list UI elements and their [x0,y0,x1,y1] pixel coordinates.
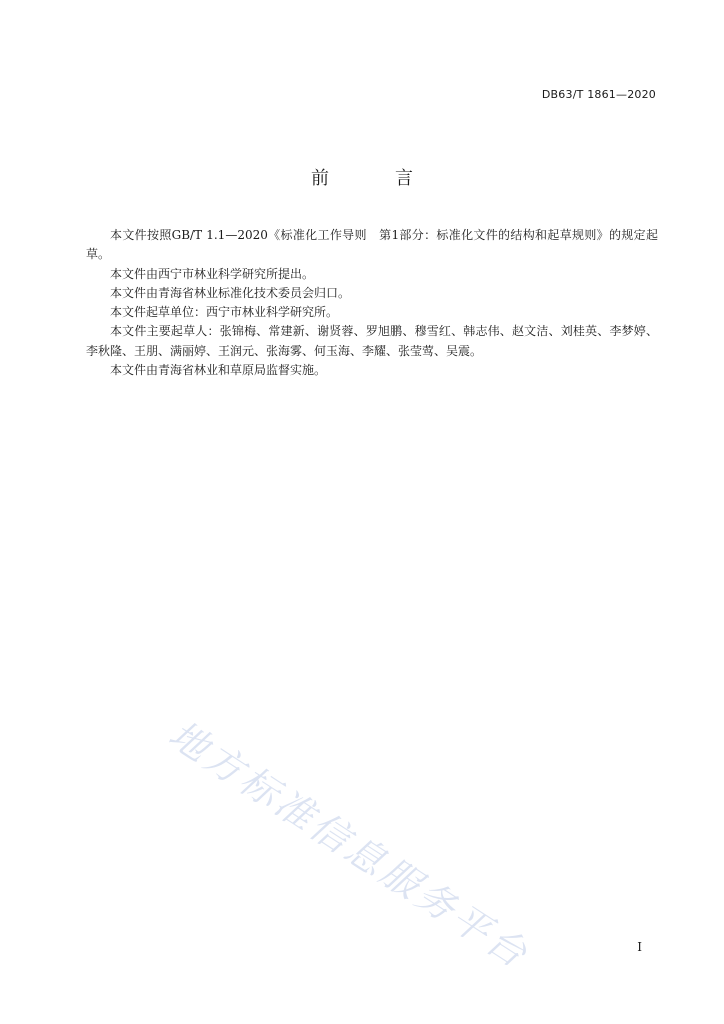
page-number: I [637,940,642,954]
document-body [86,226,658,380]
paragraph-drafting-unit: 本文件起草单位：西宁市林业科学研究所。 [110,305,339,320]
paragraph-main-drafters: 本文件主要起草人：张锦梅、常建新、谢贤蓉、罗旭鹏、穆雪红、韩志伟、赵文洁、刘桂英、李梦婷、李秋隆、王朋、满丽婷、王润元、张海雾、何玉海、李耀、张莹莺、吴震。 [86,324,658,358]
paragraph-centralized-by: 本文件由青海省林业标准化技术委员会归口。 [110,285,351,300]
watermark: 地方标准信息服务平台 [161,711,538,978]
standard-code: DB63/T 1861—2020 [541,88,656,101]
paragraph-proposer: 本文件由西宁市林业科学研究所提出。 [110,266,315,281]
page-title: 前 言 [311,168,437,189]
paragraph-supervision: 本文件由青海省林业和草原局监督实施。 [110,363,327,378]
paragraph-drafting-rule: 本文件按照GB/T 1.1—2020《标准化工作导则 第1部分：标准化文件的结构和起草规则》的规定起草。 [86,228,658,262]
